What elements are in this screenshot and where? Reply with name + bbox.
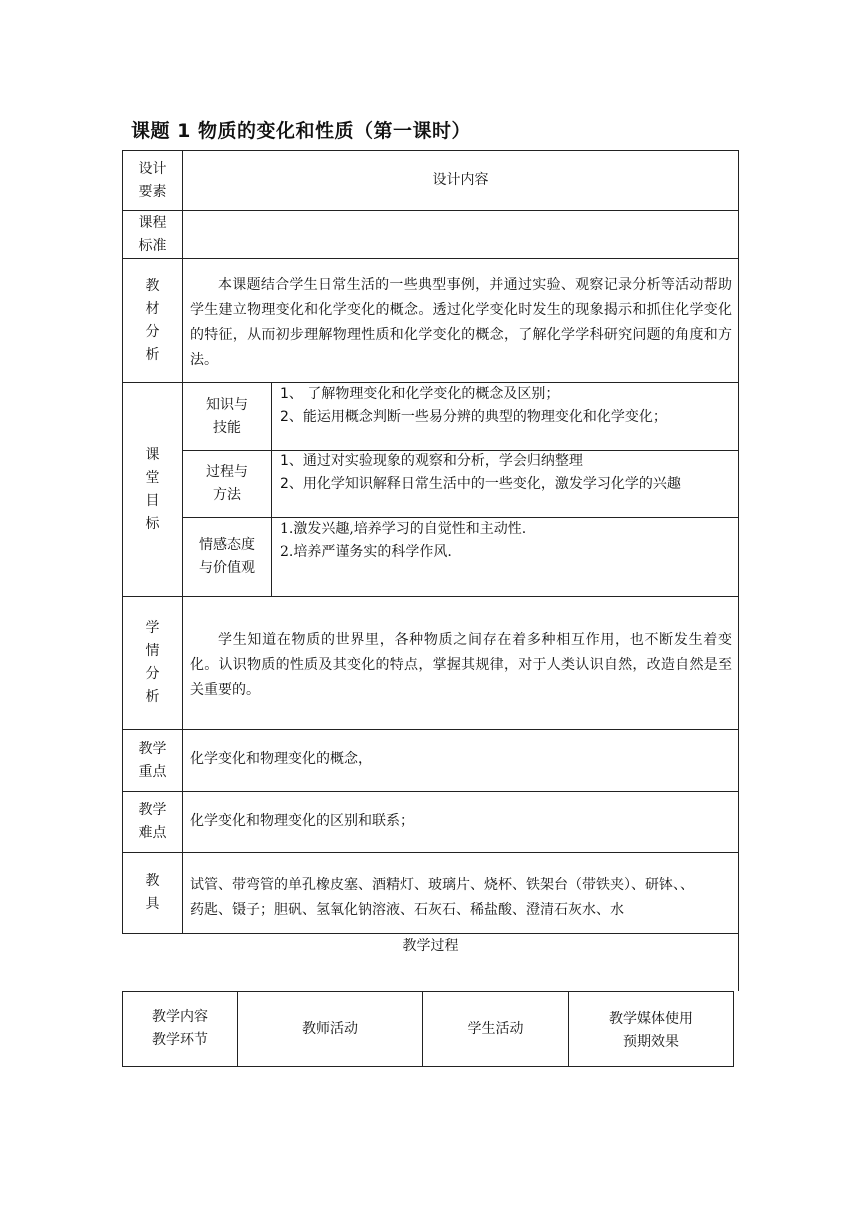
teaching-process-heading: 教学过程 — [402, 937, 459, 954]
label-line: 标准 — [138, 237, 167, 254]
row-divider — [122, 258, 739, 259]
label-line: 设计 — [138, 160, 167, 177]
tools-line: 试管、带弯管的单孔橡皮塞、酒精灯、玻璃片、烧杯、铁架台（带铁夹）、研钵、、 — [190, 877, 694, 893]
teaching-tools-label — [123, 853, 182, 933]
label-line: 要素 — [138, 183, 167, 200]
label-char: 教 — [145, 277, 160, 294]
goal-line: 2、用化学知识解释日常生活中的一些变化，激发学习化学的兴趣 — [280, 476, 681, 492]
goal-line: 1、 了解物理变化和化学变化的概念及区别； — [280, 386, 560, 402]
design-content-heading: 设计内容 — [432, 172, 489, 188]
class-goals-label — [123, 383, 182, 596]
textbook-analysis-label — [123, 259, 182, 382]
label-char: 析 — [145, 346, 160, 363]
key-points-content: 化学变化和物理变化的概念， — [190, 751, 372, 767]
curriculum-standard-label — [123, 211, 182, 258]
page-title: 课题 1 物质的变化和性质（第一课时） — [131, 120, 471, 142]
goal-line: 1、通过对实验现象的观察和分析，学会归纳整理 — [280, 453, 583, 469]
goal-knowledge-content — [280, 383, 736, 450]
difficulties-label — [123, 792, 182, 852]
process-col-student: 学生活动 — [467, 1020, 524, 1037]
row-divider — [122, 852, 739, 853]
process-border-right — [733, 991, 734, 1067]
label-line: 课程 — [138, 214, 167, 231]
column-header-line: 预期效果 — [623, 1034, 679, 1050]
label-char: 材 — [145, 300, 160, 317]
label-char: 课 — [145, 446, 160, 463]
curriculum-standard-content — [183, 211, 738, 258]
teaching-tools-content — [190, 873, 736, 923]
goal-process-content — [280, 450, 736, 516]
table-border-right — [738, 150, 739, 991]
label-line: 教学 — [138, 802, 167, 818]
difficulties-content: 化学变化和物理变化的区别和联系； — [190, 813, 414, 829]
process-col-media — [569, 992, 733, 1066]
goal-line: 1.激发兴趣,培养学习的自觉性和主动性. — [280, 521, 527, 537]
label-char: 析 — [145, 689, 160, 705]
student-analysis-label — [123, 597, 182, 729]
goal-attitude-label — [183, 518, 271, 596]
label-line: 方法 — [213, 487, 241, 503]
goals-sub-divider — [271, 382, 272, 596]
label-line: 重点 — [138, 763, 167, 780]
label-char: 分 — [145, 323, 160, 340]
label-line: 过程与 — [206, 464, 248, 480]
label-char: 具 — [145, 896, 160, 912]
label-line: 与价值观 — [199, 560, 255, 576]
goal-attitude-content — [280, 518, 736, 578]
label-char: 教 — [145, 873, 160, 889]
key-points-label — [123, 730, 182, 791]
label-char: 情 — [145, 643, 160, 659]
label-line: 知识与 — [206, 396, 248, 413]
tools-line: 药匙、镊子；胆矾、氢氧化钠溶液、石灰石、稀盐酸、澄清石灰水、水 — [190, 902, 624, 918]
column-header-line: 教学内容 — [152, 1009, 208, 1025]
process-col-content-stage — [123, 992, 237, 1066]
goal-knowledge-label — [183, 383, 271, 450]
label-char: 分 — [145, 666, 160, 682]
design-elements-label — [123, 151, 182, 210]
label-line: 情感态度 — [199, 537, 255, 553]
process-col-teacher: 教师活动 — [302, 1020, 358, 1037]
label-line: 技能 — [213, 419, 241, 436]
label-char: 目 — [145, 492, 160, 509]
goal-line: 2.培养严谨务实的科学作风. — [280, 544, 452, 560]
label-char: 学 — [145, 620, 160, 636]
goal-line: 2、能运用概念判断一些易分辨的典型的物理变化和化学变化； — [280, 409, 667, 425]
label-char: 堂 — [145, 469, 160, 486]
column-header-line: 教学环节 — [152, 1032, 208, 1048]
label-line: 难点 — [138, 825, 167, 841]
goal-process-label — [183, 451, 271, 517]
label-char: 标 — [145, 515, 160, 532]
column-header-line: 教学媒体使用 — [609, 1011, 693, 1027]
process-border-bottom — [122, 1066, 734, 1067]
row-divider — [122, 596, 739, 597]
student-analysis-content: 学生知道在物质的世界里，各种物质之间存在着多种相互作用，也不断发生着变化。认识物质的性质及其变化的特点，掌握其规律，对于人类认识自然，改造自然是至关重要的。 — [190, 632, 732, 698]
label-line: 教学 — [138, 740, 167, 757]
textbook-analysis-content: 本课题结合学生日常生活的一些典型事例，并通过实验、观察记录分析等活动帮助学生建立物理变化和化学变化的概念。透过化学变化时发生的现象揭示和抓住化学变化的特征，从而初步理解物理性质和化学变化的概念，了解化学学科研究问题的角度和方法。 — [190, 277, 732, 368]
row-divider — [122, 729, 739, 730]
row-divider — [122, 791, 739, 792]
